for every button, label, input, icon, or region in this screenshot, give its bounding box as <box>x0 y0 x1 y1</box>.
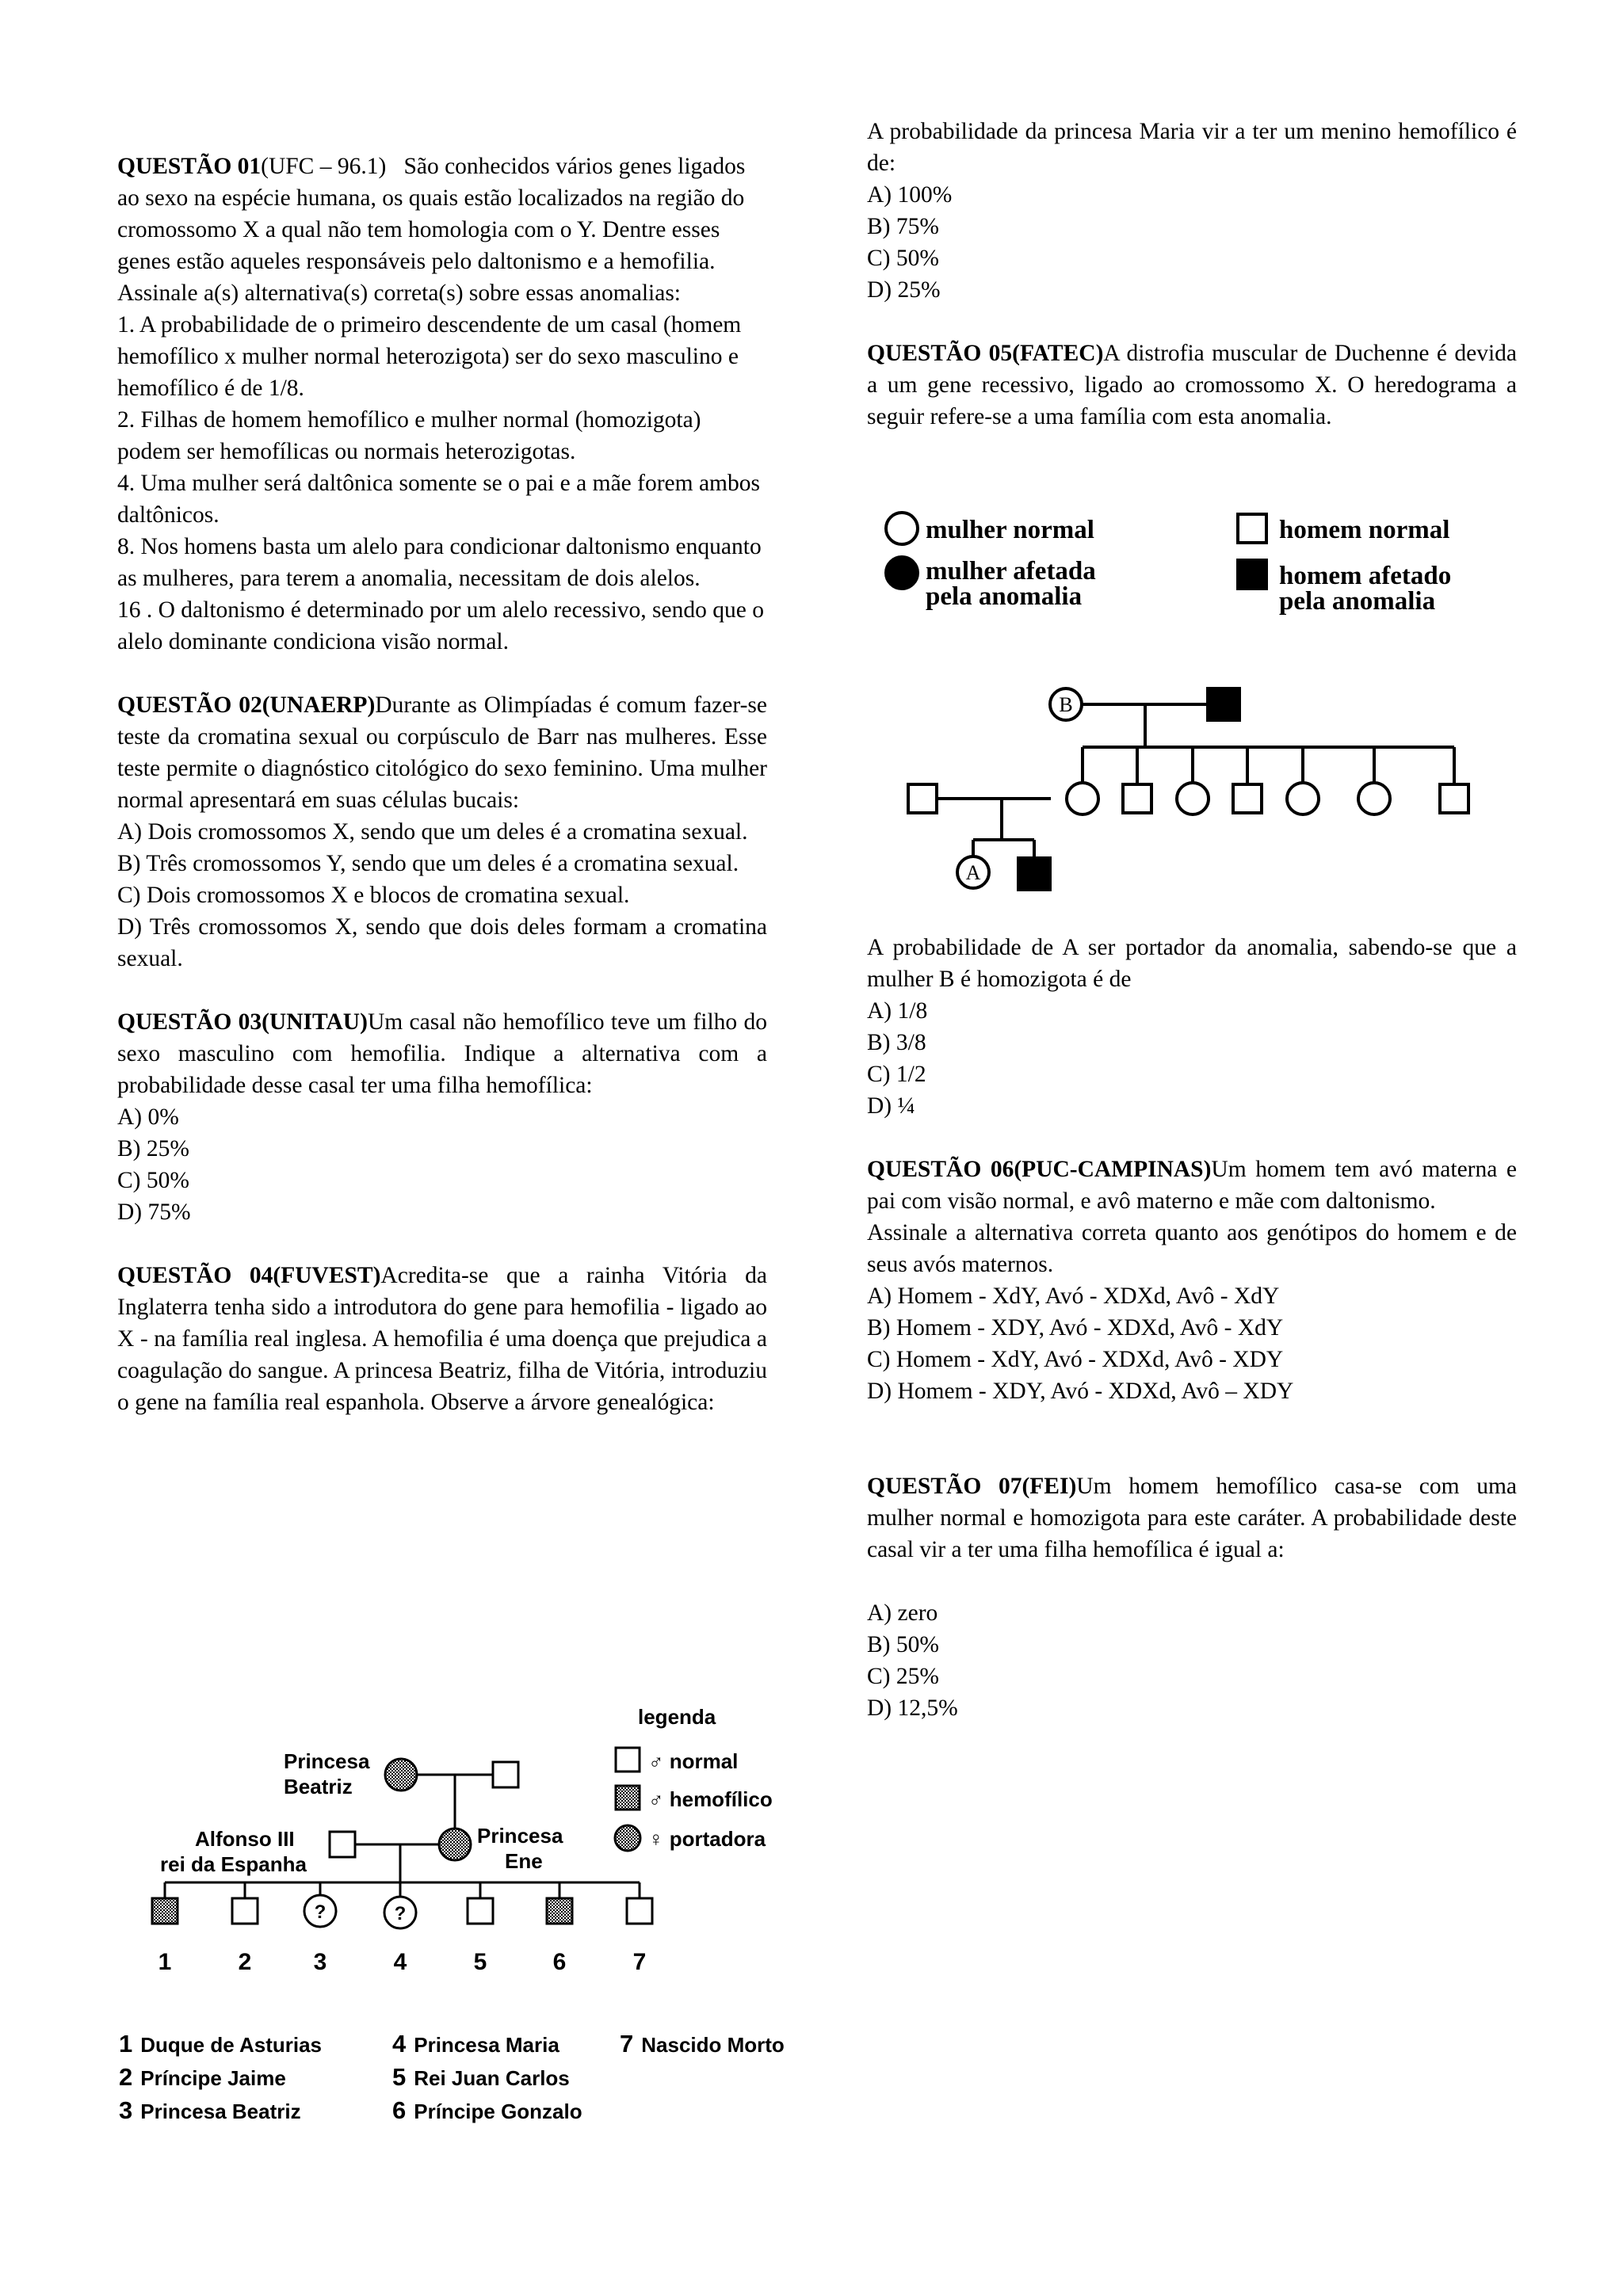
child-number: 3 <box>313 1949 327 1975</box>
child-5-square <box>468 1898 493 1924</box>
legend-title: legenda <box>638 1705 716 1729</box>
q6-option-d: D) Homem - XDY, Avó - XDXd, Avô – XDY <box>867 1379 1294 1404</box>
q4-heading: QUESTÃO 04(FUVEST) <box>117 1263 381 1288</box>
q6-heading: QUESTÃO 06(PUC-CAMPINAS) <box>867 1157 1212 1182</box>
q2-heading: QUESTÃO 02(UNAERP) <box>117 692 376 718</box>
q1-item: 1. A probabilidade de o primeiro descendente de um casal (homem hemofílico x mulher normal heterozigota) ser do sexo masculino e hemofílico é de 1/8. <box>117 312 742 401</box>
q6-text2: Assinale a alternativa correta quanto aos genótipos do homem e de seus avós maternos. <box>867 1220 1517 1277</box>
q1-heading: QUESTÃO 01 <box>117 154 262 179</box>
sibling-circle <box>1287 783 1319 814</box>
label-alfonso-2: rei da Espanha <box>160 1852 307 1876</box>
name-key-3: 3 Princesa Beatriz <box>119 2096 301 2124</box>
q3-text: Um casal não hemofílico teve um filho do sexo masculino com hemofilia. Indique a alternativa com a probabilidade desse casal ter uma filha hemofílica: <box>117 1009 767 1098</box>
question-02 <box>117 689 767 816</box>
label-b: B <box>1059 693 1073 716</box>
q1-intro: São conhecidos vários genes ligados ao sexo na espécie humana, os quais estão localizados na região do cromossomo X a qual não tem homologia com o Y. Dentre esses genes estão aqueles responsáveis pelo daltonismo e a hemofilia. Assinale a(s) alternativa(s) correta(s) sobre essas anomalias: <box>117 154 746 306</box>
child-3-question-mark: ? <box>314 1901 327 1923</box>
beatriz-husband-square <box>493 1762 518 1787</box>
q4-option-d: D) 25% <box>867 277 941 303</box>
q3-option-a: A) 0% <box>117 1104 179 1130</box>
child-number: 7 <box>632 1949 647 1975</box>
legend-circle-carrier <box>615 1825 640 1851</box>
q4-option-b: B) 75% <box>867 214 939 239</box>
sibling-square <box>1123 784 1151 813</box>
legend-circle-affected <box>886 557 918 589</box>
q6-option-c: C) Homem - XdY, Avó - XDXd, Avô - XDY <box>867 1347 1284 1372</box>
q4-text: Acredita-se que a rainha Vitória da Inglaterra tenha sido a introdutora do gene para hemofilia - ligado ao X - na família real inglesa. A hemofilia é uma doença que prejudica a coagulação do sangue. A princesa Beatriz, filha de Vitória, introduziu o gene na família real espanhola. Observe a árvore genealógica: <box>117 1263 767 1415</box>
q4-question: A probabilidade da princesa Maria vir a ter um menino hemofílico é de: <box>867 119 1517 176</box>
question-04 <box>117 1260 767 1418</box>
ene-circle <box>439 1829 471 1860</box>
sibling-square <box>1233 784 1262 813</box>
child-number: 1 <box>158 1949 172 1975</box>
left-column <box>117 151 767 1418</box>
name-key-5: 5 Rei Juan Carlos <box>392 2063 570 2091</box>
legend-square-affected <box>1238 560 1266 589</box>
q6-option-b: B) Homem - XDY, Avó - XDXd, Avô - XdY <box>867 1315 1284 1341</box>
q4-option-c: C) 50% <box>867 246 939 271</box>
legend-woman-affected-2: pela anomalia <box>926 582 1083 611</box>
legend-hemophilic: ♂ hemofílico <box>648 1787 773 1811</box>
legend-square-normal <box>1238 514 1266 543</box>
label-ene-2: Ene <box>505 1849 543 1873</box>
q1-item: 2. Filhas de homem hemofílico e mulher normal (homozigota) podem ser hemofílicas ou normais heterozigotas. <box>117 407 701 464</box>
sibling-circle <box>1358 783 1390 814</box>
label-a: A <box>965 861 981 884</box>
q5-heading: QUESTÃO 05(FATEC) <box>867 341 1104 366</box>
q2-option-d: D) Três cromossomos X, sendo que dois deles formam a cromatina sexual. <box>117 914 767 971</box>
legend-man-affected-1: homem afetado <box>1279 562 1452 590</box>
sibling-circle <box>1177 783 1209 814</box>
q5-option-c: C) 1/2 <box>867 1062 926 1087</box>
question-03 <box>117 1006 767 1101</box>
q4-option-a: A) 100% <box>867 182 953 208</box>
legend-normal: ♂ normal <box>648 1749 739 1773</box>
q5-option-d: D) ¼ <box>867 1093 915 1119</box>
child-number: 5 <box>473 1949 487 1975</box>
q6-option-a: A) Homem - XdY, Avó - XDXd, Avô - XdY <box>867 1283 1280 1309</box>
legend-carrier: ♀ portadora <box>648 1827 766 1851</box>
legend-square-normal <box>616 1748 640 1772</box>
child-number: 2 <box>238 1949 252 1975</box>
q5-question: A probabilidade de A ser portador da anomalia, sabendo-se que a mulher B é homozigota é de <box>867 935 1517 992</box>
label-ene-1: Princesa <box>477 1824 563 1848</box>
question-01 <box>117 151 767 309</box>
q3-option-b: B) 25% <box>117 1136 189 1161</box>
name-key-4: 4 Princesa Maria <box>392 2030 559 2058</box>
question-07 <box>867 1470 1517 1566</box>
q7-option-a: A) zero <box>867 1600 938 1626</box>
child-4-question-mark: ? <box>394 1903 407 1924</box>
q3-option-d: D) 75% <box>117 1199 191 1225</box>
child-number: 6 <box>552 1949 567 1975</box>
q2-option-a: A) Dois cromossomos X, sendo que um deles é a cromatina sexual. <box>117 819 748 845</box>
child-6-square <box>547 1898 572 1924</box>
q2-option-b: B) Três cromossomos Y, sendo que um deles é a cromatina sexual. <box>117 851 739 876</box>
child-7-square <box>627 1898 652 1924</box>
q2-text: Durante as Olimpíadas é comum fazer-se teste da cromatina sexual ou corpúsculo de Barr nas mulheres. Esse teste permite o diagnóstico citológico do sexo feminino. Uma mulher normal apresentará em suas células bucais: <box>117 692 767 813</box>
q7-text: Um homem hemofílico casa-se com uma mulher normal e homozigota para este caráter. A probabilidade deste casal vir a ter uma filha hemofílica é igual a: <box>867 1474 1517 1562</box>
child-2-square <box>232 1898 258 1924</box>
question-06 <box>867 1154 1517 1217</box>
q5-option-a: A) 1/8 <box>867 998 928 1024</box>
q6-text: Um homem tem avó materna e pai com visão normal, e avô materno e mãe com daltonismo. <box>867 1157 1518 1214</box>
name-key-7: 7 Nascido Morto <box>620 2030 785 2058</box>
child-1-square <box>152 1898 178 1924</box>
mother-circle <box>1067 783 1098 814</box>
right-column-bottom <box>867 932 1517 1724</box>
q3-heading: QUESTÃO 03(UNITAU) <box>117 1009 368 1035</box>
label-beatriz-2: Beatriz <box>284 1775 353 1798</box>
name-key-6: 6 Príncipe Gonzalo <box>392 2096 582 2124</box>
q1-source: (UFC – 96.1) <box>261 154 387 179</box>
alfonso-square <box>330 1832 355 1857</box>
name-key-2: 2 Príncipe Jaime <box>119 2063 286 2091</box>
q7-option-d: D) 12,5% <box>867 1695 958 1721</box>
beatriz-circle <box>385 1759 417 1791</box>
affected-brother-square <box>1018 858 1050 890</box>
q7-heading: QUESTÃO 07(FEI) <box>867 1474 1077 1499</box>
label-alfonso-1: Alfonso III <box>195 1827 295 1851</box>
q5-pedigree-figure <box>872 503 1506 915</box>
q7-option-b: B) 50% <box>867 1632 939 1657</box>
q1-item: 16 . O daltonismo é determinado por um alelo recessivo, sendo que o alelo dominante condiciona visão normal. <box>117 597 764 654</box>
legend-square-hemophilic <box>616 1786 640 1810</box>
legend-circle-normal <box>886 513 918 544</box>
question-05 <box>867 338 1517 433</box>
q5-text: A distrofia muscular de Duchenne é devida a um gene recessivo, ligado ao cromossomo X. O heredograma a seguir refere-se a uma família com esta anomalia. <box>867 341 1517 429</box>
label-beatriz-1: Princesa <box>284 1749 370 1773</box>
child-number: 4 <box>393 1949 407 1975</box>
legend-woman-normal: mulher normal <box>926 516 1094 544</box>
father-square <box>908 784 937 813</box>
affected-grandfather-square <box>1208 688 1239 720</box>
q3-option-c: C) 50% <box>117 1168 189 1193</box>
q1-item: 8. Nos homens basta um alelo para condicionar daltonismo enquanto as mulheres, para terem a anomalia, necessitam de dois alelos. <box>117 534 762 591</box>
q4-pedigree-figure <box>111 1695 824 2139</box>
q2-option-c: C) Dois cromossomos X e blocos de cromatina sexual. <box>117 883 630 908</box>
legend-man-normal: homem normal <box>1279 516 1450 544</box>
name-key-1: 1 Duque de Asturias <box>119 2030 322 2058</box>
legend-man-affected-2: pela anomalia <box>1279 587 1436 616</box>
q5-option-b: B) 3/8 <box>867 1030 926 1055</box>
q1-item: 4. Uma mulher será daltônica somente se o pai e a mãe forem ambos daltônicos. <box>117 471 760 528</box>
legend-woman-affected-1: mulher afetada <box>926 557 1096 585</box>
q7-option-c: C) 25% <box>867 1664 939 1689</box>
sibling-square <box>1440 784 1468 813</box>
right-column-top <box>867 116 1517 433</box>
